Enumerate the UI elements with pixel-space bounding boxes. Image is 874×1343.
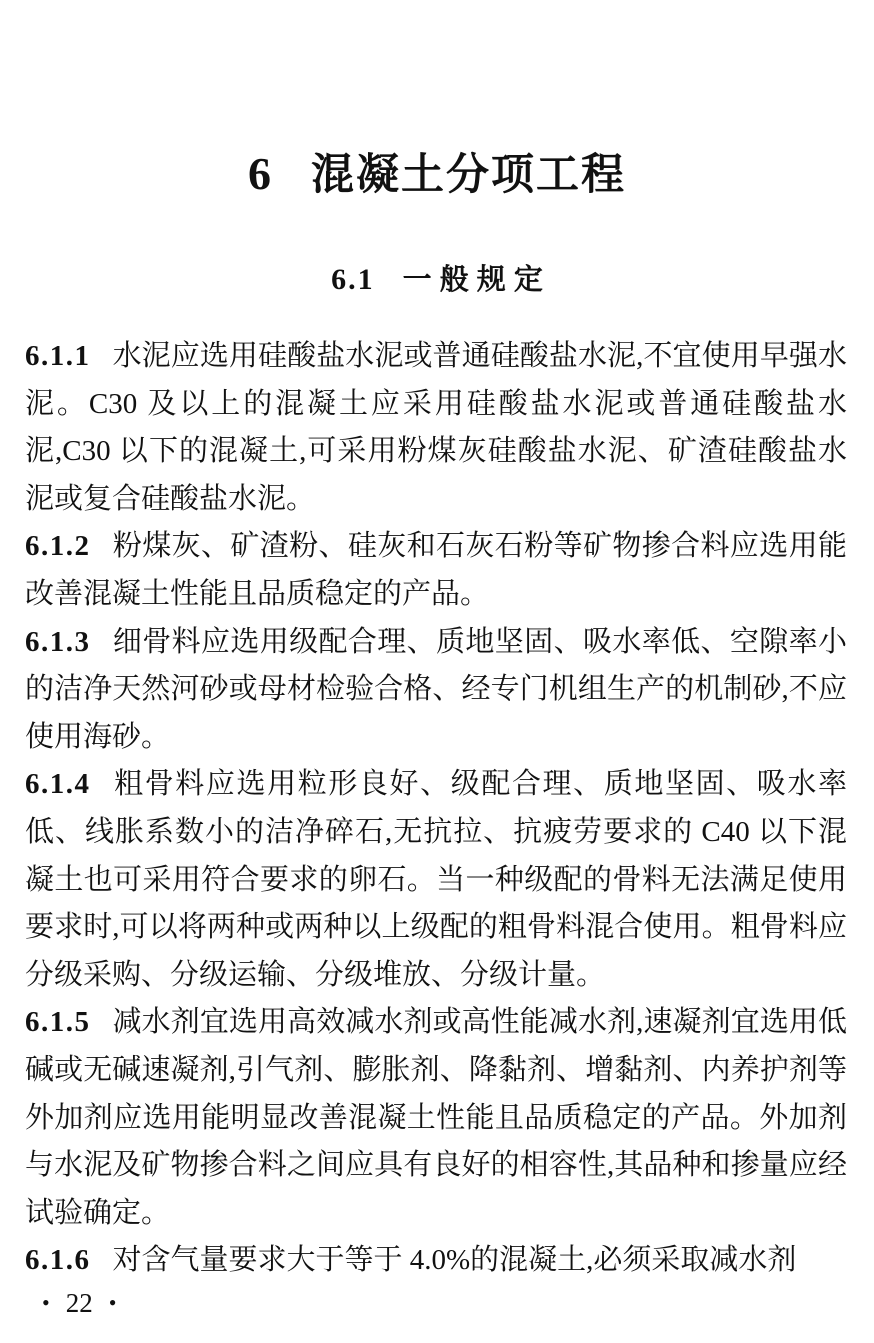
clause-number: 6.1.1 [25, 340, 91, 372]
clause-6-1-1 [25, 333, 847, 523]
footer-bullet-right: • [108, 1290, 117, 1316]
clause-text: 对含气量要求大于等于 4.0%的混凝土,必须采取减水剂 [112, 1244, 797, 1277]
page-number: 22 [65, 1288, 93, 1318]
clause-number: 6.1.6 [25, 1244, 91, 1277]
clause-6-1-4 [25, 761, 847, 999]
page-footer [42, 1287, 116, 1319]
clause-6-1-3 [25, 619, 847, 762]
clause-number: 6.1.2 [25, 530, 91, 563]
chapter-number: 6 [248, 148, 271, 199]
chapter-title-text: 混凝土分项工程 [311, 151, 626, 199]
clause-number: 6.1.4 [25, 768, 91, 801]
clause-number: 6.1.5 [25, 1006, 91, 1039]
clause-number: 6.1.3 [25, 625, 91, 658]
clause-text: 粉煤灰、矿渣粉、硅灰和石灰石粉等矿物掺合料应选用能改善混凝土性能且品质稳定的产品。 [25, 530, 847, 610]
section-title-text: 一 般 规 定 [402, 264, 543, 296]
section-title [0, 262, 874, 298]
clause-6-1-2 [25, 523, 847, 618]
clause-text: 细骨料应选用级配合理、质地坚固、吸水率低、空隙率小的洁净天然河砂或母材检验合格、经专门机组生产的机制砂,不应使用海砂。 [25, 625, 847, 753]
clause-list [25, 333, 847, 1285]
clause-text: 粗骨料应选用粒形良好、级配合理、质地坚固、吸水率低、线胀系数小的洁净碎石,无抗拉、抗疲劳要求的 C40 以下混凝土也可采用符合要求的卵石。当一种级配的骨料无法满足使用要求时,可以将两种或两种以上级配的粗骨料混合使用。粗骨料应分级采购、分级运输、分级堆放、分级计量。 [25, 768, 847, 991]
chapter-title [0, 148, 874, 201]
clause-text: 水泥应选用硅酸盐水泥或普通硅酸盐水泥,不宜使用早强水泥。C30 及以上的混凝土应采用硅酸盐水泥或普通硅酸盐水泥,C30 以下的混凝土,可采用粉煤灰硅酸盐水泥、矿渣硅酸盐水泥或复合硅酸盐水泥。 [25, 340, 847, 515]
clause-text: 减水剂宜选用高效减水剂或高性能减水剂,速凝剂宜选用低碱或无碱速凝剂,引气剂、膨胀剂、降黏剂、增黏剂、内养护剂等外加剂应选用能明显改善混凝土性能且品质稳定的产品。外加剂与水泥及矿物掺合料之间应具有良好的相容性,其品种和掺量应经试验确定。 [25, 1006, 847, 1229]
footer-bullet-left: • [42, 1290, 50, 1316]
clause-6-1-5 [25, 999, 847, 1237]
section-number: 6.1 [331, 263, 375, 296]
clause-6-1-6 [25, 1237, 847, 1285]
